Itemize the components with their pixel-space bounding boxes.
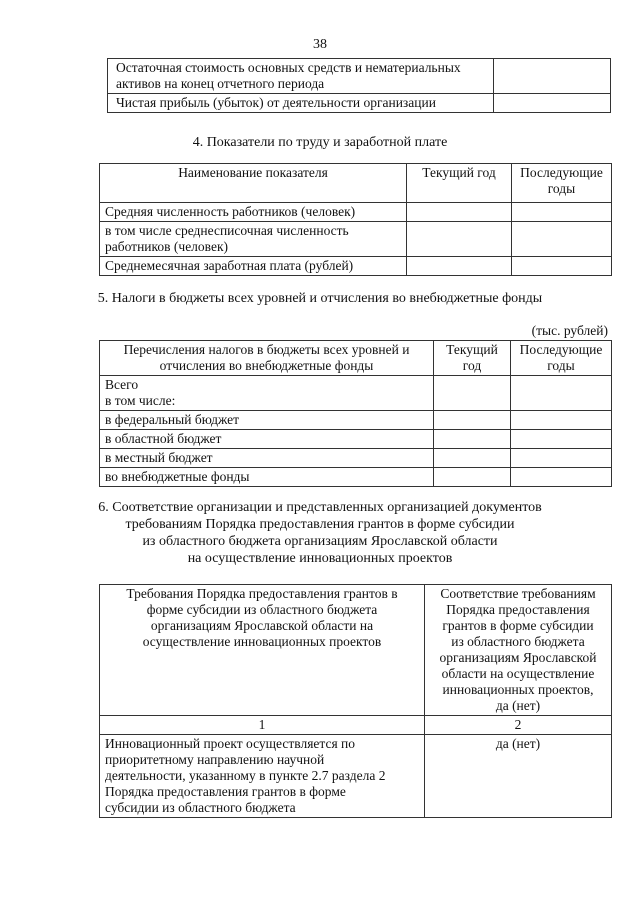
table-cell bbox=[494, 59, 611, 94]
column-number-row bbox=[100, 716, 612, 735]
section6-title-line: требованиям Порядка предоставления грантов в форме субсидии bbox=[125, 517, 515, 532]
compliance-table bbox=[99, 584, 612, 818]
table-cell: в том числе среднесписочная численность работников (человек) bbox=[100, 222, 407, 257]
unit-label: (тыс. рублей) bbox=[531, 323, 608, 338]
row-total-label: Всего bbox=[105, 377, 139, 392]
table-cell: Среднемесячная заработная плата (рублей) bbox=[100, 257, 407, 276]
table-row bbox=[100, 430, 612, 449]
table-row bbox=[100, 735, 612, 818]
table-row bbox=[100, 222, 612, 257]
taxes-table bbox=[99, 340, 612, 487]
financial-table bbox=[107, 58, 611, 113]
page-number: 38 bbox=[313, 37, 327, 52]
table-cell: в областной бюджет bbox=[100, 430, 434, 449]
table-cell: Средняя численность работников (человек) bbox=[100, 203, 407, 222]
table-cell bbox=[494, 94, 611, 113]
table-row bbox=[100, 257, 612, 276]
column-header: Последующие годы bbox=[512, 164, 612, 203]
table-row bbox=[100, 203, 612, 222]
table-cell: да (нет) bbox=[425, 735, 612, 818]
section6-title-line: на осуществление инновационных проектов bbox=[187, 551, 453, 566]
table-cell: в федеральный бюджет bbox=[100, 411, 434, 430]
section6-title-line: 6. Соответствие организации и представленных организацией документов bbox=[98, 500, 542, 515]
table-header-row bbox=[100, 341, 612, 376]
table-row bbox=[100, 449, 612, 468]
table-header-row bbox=[100, 585, 612, 716]
column-number: 2 bbox=[425, 716, 612, 735]
table-row bbox=[108, 94, 611, 113]
column-header: Последующие годы bbox=[511, 341, 612, 376]
table-cell: Чистая прибыль (убыток) от деятельности организации bbox=[108, 94, 494, 113]
column-header: Перечисления налогов в бюджеты всех уровней и отчисления во внебюджетные фонды bbox=[100, 341, 434, 376]
section4-title: 4. Показатели по труду и заработной плате bbox=[192, 135, 448, 150]
table-row bbox=[100, 376, 612, 411]
column-number: 1 bbox=[100, 716, 425, 735]
section6-title-line: из областного бюджета организациям Ярославской области bbox=[142, 534, 498, 549]
column-header: Наименование показателя bbox=[100, 164, 407, 203]
section6-title bbox=[0, 499, 640, 567]
table-cell: во внебюджетные фонды bbox=[100, 468, 434, 487]
table-row bbox=[100, 468, 612, 487]
section5-title: 5. Налоги в бюджеты всех уровней и отчисления во внебюджетные фонды bbox=[97, 291, 543, 306]
table-cell: Инновационный проект осуществляется по приоритетному направлению научной деятельности, указанному в пункте 2.7 раздела 2 Порядка предоставления грантов в форме субсидии из областного бюджета bbox=[100, 735, 425, 818]
table-cell bbox=[100, 376, 434, 411]
labor-table bbox=[99, 163, 612, 276]
row-subtotal-label: в том числе: bbox=[105, 393, 176, 408]
table-row bbox=[108, 59, 611, 94]
column-header: Текущий год bbox=[407, 164, 512, 203]
table-cell: в местный бюджет bbox=[100, 449, 434, 468]
column-header: Текущий год bbox=[434, 341, 511, 376]
column-header: Требования Порядка предоставления грантов в форме субсидии из областного бюджета организациям Ярославской области на осуществление инновационных проектов bbox=[100, 585, 425, 716]
table-header-row bbox=[100, 164, 612, 203]
table-row bbox=[100, 411, 612, 430]
table-cell: Остаточная стоимость основных средств и нематериальных активов на конец отчетного периода bbox=[108, 59, 494, 94]
column-header: Соответствие требованиям Порядка предоставления грантов в форме субсидии из областного бюджета организациям Ярославской области на осуществление инновационных проектов, да (нет) bbox=[425, 585, 612, 716]
